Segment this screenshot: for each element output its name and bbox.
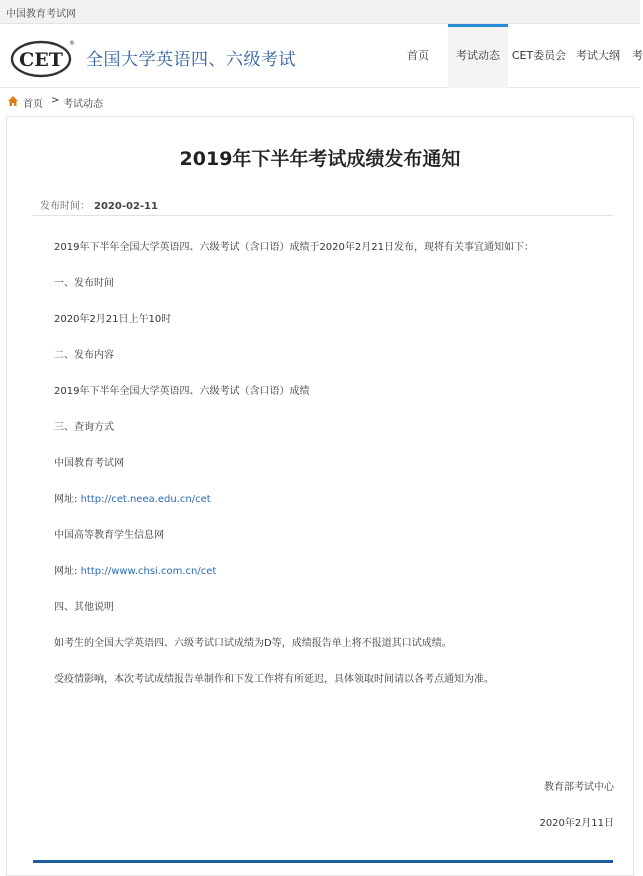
nav-home[interactable]: 首页 [407,49,429,62]
publish-label: 发布时间： [40,201,90,212]
release-content: 2019年下半年全国大学英语四、六级考试（含口语）成绩 [54,386,310,397]
section-heading-3: 三、查询方式 [54,422,114,433]
section-heading-1: 一、发布时间 [54,278,114,289]
nav-cet-committee[interactable]: CET委员会 [511,49,567,62]
breadcrumb-separator: > [51,95,60,106]
url-link-2[interactable]: http://www.chsi.com.cn/cet [80,566,217,577]
section-heading-4: 四、其他说明 [54,602,114,613]
nav-truncated[interactable]: 考 [632,49,643,62]
query-site-2: 中国高等教育学生信息网 [54,530,164,541]
url-label-1: 网址: [54,494,81,505]
section-heading-2: 二、发布内容 [54,350,114,361]
footer-divider [33,860,613,863]
query-site-1: 中国教育考试网 [54,458,124,469]
nav-exam-syllabus[interactable]: 考试大纲 [576,49,620,62]
cet-logo[interactable] [10,38,74,78]
page-title: 2019年下半年考试成绩发布通知 [179,148,461,170]
signature-org: 教育部考试中心 [544,782,614,793]
browser-tab-bar [0,0,640,24]
url-line-2 [54,562,216,577]
meta-divider [33,215,613,216]
logo-text: CET [19,49,63,71]
publish-date: 2020-02-11 [94,201,158,212]
intro-paragraph: 2019年下半年全国大学英语四、六级考试（含口语）成绩于2020年2月21日发布，现将有关事宜通知如下： [54,242,534,253]
note-paragraph-2: 受疫情影响，本次考试成绩报告单制作和下发工作将有所延迟，具体领取时间请以各考点通知为准。 [54,674,494,685]
site-name[interactable]: 全国大学英语四、六级考试 [86,50,296,70]
signature-date: 2020年2月11日 [539,818,614,829]
registered-mark: ® [69,40,75,47]
url-link-1[interactable]: http://cet.neea.edu.cn/cet [80,494,211,505]
tab-title[interactable]: 中国教育考试网 [6,9,76,20]
note-paragraph-1: 如考生的全国大学英语四、六级考试口试成绩为D等，成绩报告单上将不报道其口试成绩。 [54,638,452,649]
home-icon[interactable] [7,95,19,107]
publish-meta [40,197,158,212]
url-label-2: 网址: [54,566,81,577]
url-line-1 [54,490,211,505]
release-time: 2020年2月21日上午10时 [54,314,172,325]
breadcrumb-home[interactable]: 首页 [23,99,43,110]
nav-exam-news[interactable]: 考试动态 [448,24,508,88]
breadcrumb-current[interactable]: 考试动态 [63,99,103,110]
